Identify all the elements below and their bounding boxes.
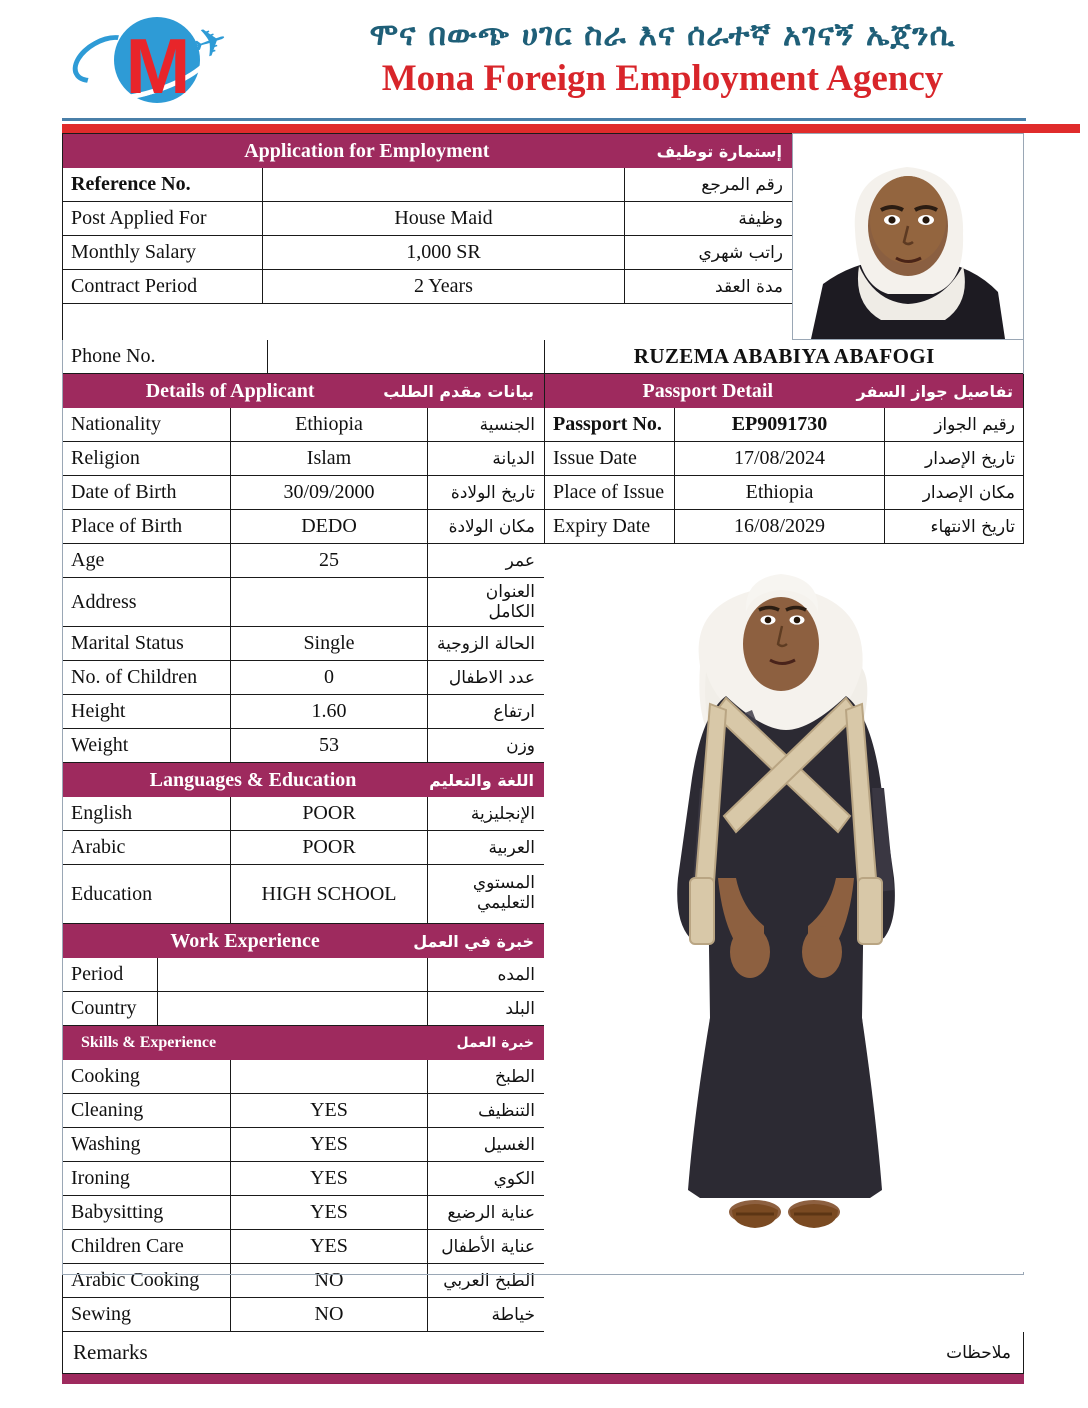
table-row — [63, 168, 792, 202]
issue-date-value[interactable]: 17/08/2024 — [675, 442, 885, 475]
english-label-arabic: الإنجليزية — [428, 797, 543, 830]
table-row — [545, 476, 1023, 510]
skills-experience-band — [63, 1026, 544, 1060]
application-band-title: Application for Employment — [244, 139, 490, 162]
contract-period-value[interactable]: 2 Years — [263, 270, 625, 303]
arabic-label: Arabic — [63, 831, 231, 864]
application-band-title-arabic: إستمارة توظيف — [656, 141, 782, 161]
languages-education-table — [62, 763, 544, 924]
place-of-issue-label: Place of Issue — [545, 476, 675, 509]
date-of-birth-label-arabic: تاريخ الولادة — [428, 476, 543, 509]
left-column — [62, 374, 544, 1332]
age-label-arabic: عمر — [428, 544, 543, 577]
arabic-cooking-label: Arabic Cooking — [63, 1264, 231, 1297]
table-row — [545, 408, 1023, 442]
period-label-arabic: المده — [428, 958, 543, 991]
education-value[interactable]: HIGH SCHOOL — [231, 865, 428, 923]
table-row — [63, 510, 544, 544]
table-row — [63, 578, 544, 627]
contract-period-label-arabic: مدة العقد — [625, 270, 791, 303]
babysitting-value[interactable]: YES — [231, 1196, 428, 1229]
remarks-row — [62, 1332, 1024, 1374]
main-content — [62, 374, 1024, 1332]
skills-experience-band-title: Skills & Experience — [81, 1034, 217, 1051]
passport-no-label-arabic: رقيم الجواز — [885, 408, 1023, 441]
table-row — [63, 992, 544, 1026]
title-english: Mona Foreign Employment Agency — [381, 57, 944, 99]
age-value[interactable]: 25 — [231, 544, 428, 577]
table-row — [63, 476, 544, 510]
table-row — [63, 958, 544, 992]
skills-experience-table — [62, 1026, 544, 1332]
table-row — [63, 544, 544, 578]
table-row — [63, 1196, 544, 1230]
phone-no-label: Phone No. — [63, 340, 268, 373]
nationality-label: Nationality — [63, 408, 231, 441]
ironing-label: Ironing — [63, 1162, 231, 1195]
marital-status-label: Marital Status — [63, 627, 231, 660]
skills-experience-band-title-arabic: خبرة العمل — [456, 1035, 534, 1051]
passport-no-label: Passport No. — [545, 408, 675, 441]
cleaning-label-arabic: التنظيف — [428, 1094, 543, 1127]
table-row — [63, 1162, 544, 1196]
weight-label-arabic: وزن — [428, 729, 543, 762]
post-applied-for-label: Post Applied For — [63, 202, 263, 235]
period-label: Period — [63, 958, 158, 991]
sewing-value[interactable]: NO — [231, 1298, 428, 1331]
languages-education-band-title: Languages & Education — [149, 768, 357, 791]
children-care-value[interactable]: YES — [231, 1230, 428, 1263]
application-band — [63, 134, 792, 168]
cooking-label-arabic: الطبخ — [428, 1060, 543, 1093]
age-label: Age — [63, 544, 231, 577]
reference-no-value[interactable] — [263, 168, 625, 201]
no-of-children-label-arabic: عدد الاطفال — [428, 661, 543, 694]
place-of-birth-label-arabic: مكان الولادة — [428, 510, 543, 543]
nationality-label-arabic: الجنسية — [428, 408, 543, 441]
babysitting-label-arabic: عناية الرضيع — [428, 1196, 543, 1229]
table-row — [63, 1264, 544, 1298]
title-amharic: ሞና በውጭ ሀገር ስራ እና ሰራተኛ አገናኝ ኤጀንሲ — [369, 17, 956, 54]
cooking-label: Cooking — [63, 1060, 231, 1093]
remarks-label-arabic: ملاحظات — [946, 1342, 1011, 1363]
washing-value[interactable]: YES — [231, 1128, 428, 1161]
work-experience-band-title: Work Experience — [170, 929, 320, 952]
header-titles — [247, 18, 1088, 99]
height-value[interactable]: 1.60 — [231, 695, 428, 728]
applicant-passport-photo — [793, 134, 1023, 339]
table-row — [63, 236, 792, 270]
divider-blue — [62, 118, 1026, 121]
weight-value[interactable]: 53 — [231, 729, 428, 762]
applicant-details-band — [63, 374, 544, 408]
work-experience-band — [63, 924, 544, 958]
applicant-details-band-title: Details of Applicant — [145, 379, 315, 402]
sewing-label: Sewing — [63, 1298, 231, 1331]
remarks-label: Remarks — [73, 1340, 148, 1364]
cleaning-value[interactable]: YES — [231, 1094, 428, 1127]
post-applied-for-value[interactable]: House Maid — [263, 202, 625, 235]
bottom-accent-band — [62, 1374, 1024, 1384]
phone-name-row — [62, 340, 1024, 374]
children-care-label-arabic: عناية الأطفال — [428, 1230, 543, 1263]
english-value[interactable]: POOR — [231, 797, 428, 830]
table-row — [63, 202, 792, 236]
expiry-date-value[interactable]: 16/08/2029 — [675, 510, 885, 543]
washing-label: Washing — [63, 1128, 231, 1161]
work-experience-table — [62, 924, 544, 1026]
employment-application-block — [62, 133, 1024, 340]
passport-detail-band-title: Passport Detail — [642, 379, 774, 402]
weight-label: Weight — [63, 729, 231, 762]
country-label-arabic: البلد — [428, 992, 543, 1025]
children-care-label: Children Care — [63, 1230, 231, 1263]
place-of-birth-label: Place of Birth — [63, 510, 231, 543]
place-of-issue-label-arabic: مكان الإصدار — [885, 476, 1023, 509]
reference-no-label: Reference No. — [63, 168, 263, 201]
monthly-salary-value[interactable]: 1,000 SR — [263, 236, 625, 269]
application-form — [62, 133, 1024, 1384]
full-body-photo-frame — [544, 544, 1024, 1272]
airplane-icon: ✈ — [187, 15, 234, 70]
passport-detail-band-title-arabic: تفاصيل جواز السفر — [856, 381, 1013, 401]
page-header — [0, 0, 1088, 118]
arabic-cooking-value[interactable]: NO — [231, 1264, 428, 1297]
address-label: Address — [63, 578, 231, 626]
height-label-arabic: ارتفاع — [428, 695, 543, 728]
passport-photo-frame — [792, 133, 1024, 340]
table-row — [545, 510, 1023, 544]
washing-label-arabic: الغسيل — [428, 1128, 543, 1161]
table-row — [63, 1128, 544, 1162]
religion-label-arabic: الديانة — [428, 442, 543, 475]
applicant-name: RUZEMA ABABIYA ABAFOGI — [633, 344, 935, 368]
languages-education-band — [63, 763, 544, 797]
phone-no-value[interactable] — [268, 340, 545, 373]
sewing-label-arabic: خياطة — [428, 1298, 543, 1331]
marital-status-value[interactable]: Single — [231, 627, 428, 660]
expiry-date-label-arabic: تاريخ الانتهاء — [885, 510, 1023, 543]
place-of-issue-value[interactable]: Ethiopia — [675, 476, 885, 509]
passport-detail-table — [544, 374, 1024, 544]
passport-no-value[interactable]: EP9091730 — [675, 408, 885, 441]
table-row — [63, 729, 544, 763]
monthly-salary-label-arabic: راتب شهري — [625, 236, 791, 269]
address-label-arabic: العنوان الكامل — [428, 578, 543, 626]
english-label: English — [63, 797, 231, 830]
place-of-birth-value[interactable]: DEDO — [231, 510, 428, 543]
post-applied-for-label-arabic: وظيفة — [625, 202, 791, 235]
date-of-birth-value[interactable]: 30/09/2000 — [231, 476, 428, 509]
work-experience-band-title-arabic: خبرة في العمل — [413, 931, 534, 951]
cooking-value[interactable] — [231, 1060, 428, 1093]
ironing-value[interactable]: YES — [231, 1162, 428, 1195]
table-row — [545, 442, 1023, 476]
table-row — [63, 1094, 544, 1128]
table-row — [63, 442, 544, 476]
country-value[interactable] — [158, 992, 428, 1025]
nationality-value[interactable]: Ethiopia — [231, 408, 428, 441]
agency-logo — [62, 3, 247, 115]
reference-no-label-arabic: رقم المرجع — [625, 168, 791, 201]
table-row — [63, 1230, 544, 1264]
contract-period-label: Contract Period — [63, 270, 263, 303]
cleaning-label: Cleaning — [63, 1094, 231, 1127]
babysitting-label: Babysitting — [63, 1196, 231, 1229]
right-column — [544, 374, 1024, 1332]
height-label: Height — [63, 695, 231, 728]
issue-date-label: Issue Date — [545, 442, 675, 475]
table-row — [63, 1060, 544, 1094]
date-of-birth-label: Date of Birth — [63, 476, 231, 509]
application-table — [62, 133, 792, 340]
expiry-date-label: Expiry Date — [545, 510, 675, 543]
no-of-children-value[interactable]: 0 — [231, 661, 428, 694]
languages-education-band-title-arabic: اللغة والتعليم — [429, 770, 534, 790]
table-row — [63, 865, 544, 924]
monthly-salary-label: Monthly Salary — [63, 236, 263, 269]
education-label: Education — [63, 865, 231, 923]
passport-detail-band — [545, 374, 1023, 408]
table-row — [63, 408, 544, 442]
table-row — [63, 831, 544, 865]
arabic-value[interactable]: POOR — [231, 831, 428, 864]
address-value[interactable] — [231, 578, 428, 626]
applicant-details-band-title-arabic: بيانات مقدم الطلب — [383, 381, 534, 401]
table-row — [63, 627, 544, 661]
table-row — [63, 695, 544, 729]
education-label-arabic: المستوي التعليمي — [428, 865, 543, 923]
arabic-label-arabic: العربية — [428, 831, 543, 864]
no-of-children-label: No. of Children — [63, 661, 231, 694]
table-row — [63, 270, 792, 304]
arabic-cooking-label-arabic: الطبخ العربي — [428, 1264, 543, 1297]
table-row — [63, 1298, 544, 1332]
country-label: Country — [63, 992, 158, 1025]
table-row — [63, 661, 544, 695]
issue-date-label-arabic: تاريخ الإصدار — [885, 442, 1023, 475]
period-value[interactable] — [158, 958, 428, 991]
marital-status-label-arabic: الحالة الزوجية — [428, 627, 543, 660]
divider-red — [62, 124, 1080, 133]
applicant-full-body-photo — [550, 548, 1020, 1272]
table-row — [63, 797, 544, 831]
applicant-details-table — [62, 374, 544, 763]
religion-value[interactable]: Islam — [231, 442, 428, 475]
ironing-label-arabic: الكوي — [428, 1162, 543, 1195]
letter-m-icon: M — [125, 22, 189, 110]
religion-label: Religion — [63, 442, 231, 475]
